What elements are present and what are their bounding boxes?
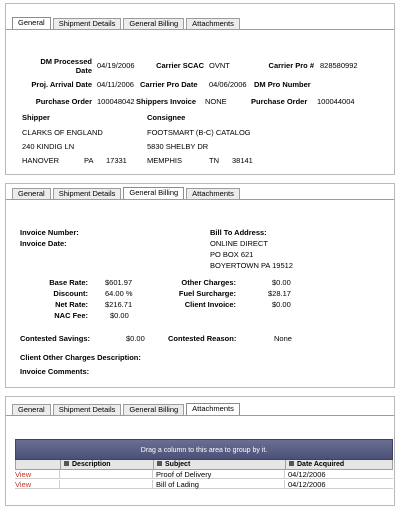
column-handle-icon bbox=[289, 461, 294, 466]
consignee-label: Consignee bbox=[147, 113, 186, 122]
column-header-date-acquired[interactable]: Date Acquired bbox=[285, 460, 393, 469]
column-header-subject[interactable]: Subject bbox=[153, 460, 285, 469]
proj-arrival-label: Proj. Arrival Date bbox=[31, 80, 92, 89]
purchase-order-2-label: Purchase Order bbox=[251, 97, 308, 106]
consignee-state: TN bbox=[209, 156, 219, 165]
shippers-invoice: NONE bbox=[205, 97, 227, 106]
net-rate: $216.71 bbox=[105, 300, 133, 309]
dm-processed-label-2: Date bbox=[75, 66, 92, 75]
general-billing-panel bbox=[5, 183, 395, 388]
base-rate-label: Base Rate: bbox=[49, 278, 88, 287]
discount: 64.00 % bbox=[105, 289, 133, 298]
tab-attachments[interactable]: Attachments bbox=[186, 18, 240, 29]
tab-bar bbox=[12, 17, 242, 29]
purchase-order-label: Purchase Order bbox=[35, 97, 92, 106]
invoice-number-label: Invoice Number: bbox=[20, 228, 79, 237]
bill-to-label: Bill To Address: bbox=[210, 228, 267, 237]
fuel-surcharge: $28.17 bbox=[268, 289, 291, 298]
client-other-charges-label: Client Other Charges Description: bbox=[20, 353, 141, 362]
group-by-hint: Drag a column to this area to group by it. bbox=[140, 447, 268, 454]
carrier-pro-date: 04/06/2006 bbox=[209, 80, 247, 89]
shipper-city: HANOVER bbox=[22, 156, 60, 165]
row-subject: Proof of Delivery bbox=[156, 470, 212, 479]
dm-processed-label: DM Processed bbox=[40, 57, 92, 66]
other-charges-label: Other Charges: bbox=[181, 278, 236, 287]
shipper-state: PA bbox=[84, 156, 94, 165]
tab-general[interactable]: General bbox=[12, 17, 51, 30]
tab-attachments[interactable]: Attachments bbox=[186, 188, 240, 199]
tab-bar bbox=[12, 187, 242, 199]
nac-fee: $0.00 bbox=[110, 311, 129, 320]
contested-reason-label: Contested Reason: bbox=[168, 334, 237, 343]
other-charges: $0.00 bbox=[272, 278, 291, 287]
tab-shipment-details[interactable]: Shipment Details bbox=[53, 188, 122, 199]
client-invoice-label: Client Invoice: bbox=[184, 300, 236, 309]
general-panel bbox=[5, 3, 395, 175]
contested-savings-label: Contested Savings: bbox=[20, 334, 91, 343]
bill-to-line3: BOYERTOWN PA 19512 bbox=[210, 261, 293, 270]
grid-column-headers bbox=[15, 460, 393, 470]
dm-pro-number-label: DM Pro Number bbox=[254, 80, 311, 89]
consignee-name: FOOTSMART (B-C) CATALOG bbox=[147, 128, 251, 137]
column-header-description[interactable]: Description bbox=[60, 460, 153, 469]
row-subject: Bill of Lading bbox=[156, 480, 199, 489]
carrier-pro-date-label: Carrier Pro Date bbox=[140, 80, 198, 89]
consignee-address: 5830 SHELBY DR bbox=[147, 142, 209, 151]
base-rate: $601.97 bbox=[105, 278, 133, 287]
carrier-scac-label: Carrier SCAC bbox=[156, 61, 204, 70]
row-date: 04/12/2006 bbox=[288, 480, 326, 489]
discount-label: Discount: bbox=[53, 289, 88, 298]
view-link[interactable]: View bbox=[15, 470, 32, 479]
group-by-area[interactable] bbox=[15, 439, 393, 460]
table-row bbox=[15, 470, 393, 479]
dm-processed-date: 04/19/2006 bbox=[97, 61, 135, 70]
nac-fee-label: NAC Fee: bbox=[54, 311, 88, 320]
tab-general-billing[interactable]: General Billing bbox=[123, 404, 184, 415]
shippers-invoice-label: Shippers Invoice bbox=[136, 97, 197, 106]
client-invoice: $0.00 bbox=[272, 300, 291, 309]
purchase-order-2: 100044004 bbox=[317, 97, 355, 106]
invoice-comments-label: Invoice Comments: bbox=[20, 367, 90, 376]
shipper-zip: 17331 bbox=[106, 156, 127, 165]
bill-to-line2: PO BOX 621 bbox=[210, 250, 254, 259]
tab-shipment-details[interactable]: Shipment Details bbox=[53, 18, 122, 29]
fuel-surcharge-label: Fuel Surcharge: bbox=[178, 289, 236, 298]
consignee-zip: 38141 bbox=[232, 156, 253, 165]
table-row bbox=[15, 480, 393, 489]
carrier-pro: 828580992 bbox=[320, 61, 358, 70]
row-date: 04/12/2006 bbox=[288, 470, 326, 479]
contested-savings: $0.00 bbox=[126, 334, 145, 343]
attachments-panel bbox=[5, 396, 395, 506]
column-handle-icon bbox=[157, 461, 162, 466]
contested-reason: None bbox=[274, 334, 292, 343]
shipper-address: 240 KINDIG LN bbox=[22, 142, 75, 151]
tab-general-billing[interactable]: General Billing bbox=[123, 187, 184, 200]
tab-general-billing[interactable]: General Billing bbox=[123, 18, 184, 29]
purchase-order: 100048042 bbox=[97, 97, 135, 106]
tab-general[interactable]: General bbox=[12, 188, 51, 199]
proj-arrival-date: 04/11/2006 bbox=[97, 80, 134, 89]
tab-divider bbox=[6, 415, 394, 416]
consignee-city: MEMPHIS bbox=[147, 156, 183, 165]
carrier-pro-label: Carrier Pro # bbox=[268, 61, 314, 70]
tab-shipment-details[interactable]: Shipment Details bbox=[53, 404, 122, 415]
shipper-name: CLARKS OF ENGLAND bbox=[22, 128, 103, 137]
tab-bar bbox=[12, 403, 242, 415]
invoice-date-label: Invoice Date: bbox=[20, 239, 67, 248]
tab-attachments[interactable]: Attachments bbox=[186, 403, 240, 416]
bill-to-line1: ONLINE DIRECT bbox=[210, 239, 268, 248]
column-handle-icon bbox=[64, 461, 69, 466]
tab-divider bbox=[6, 199, 394, 200]
view-link[interactable]: View bbox=[15, 480, 32, 489]
tab-general[interactable]: General bbox=[12, 404, 51, 415]
shipper-label: Shipper bbox=[22, 113, 50, 122]
tab-divider bbox=[6, 29, 394, 30]
carrier-scac: OVNT bbox=[209, 61, 230, 70]
net-rate-label: Net Rate: bbox=[55, 300, 88, 309]
